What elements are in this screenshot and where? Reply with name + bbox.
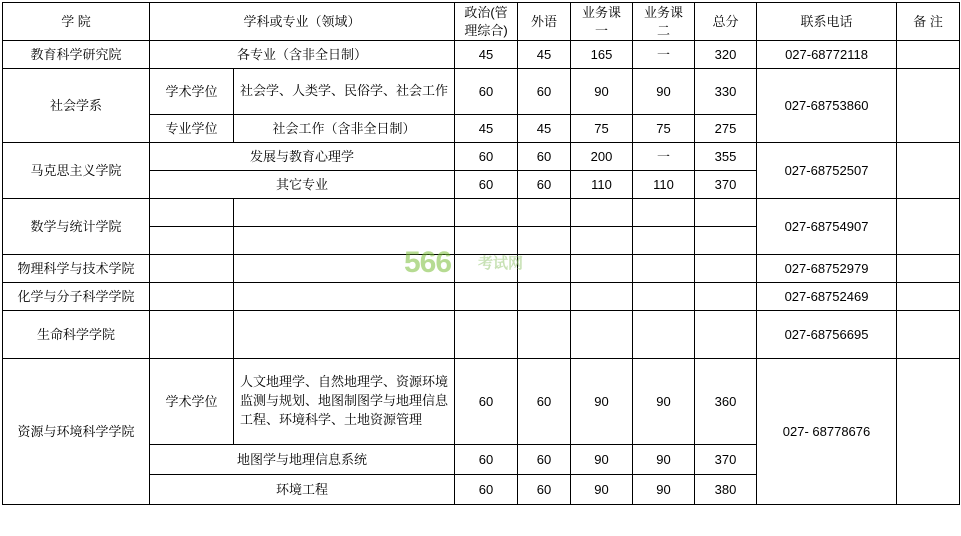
- cell-phone: 027-68752979: [757, 255, 897, 283]
- cell-total: 330: [695, 69, 757, 115]
- cell-major: 地图学与地理信息系统: [150, 445, 455, 475]
- cell-major: 社会工作（含非全日制）: [234, 115, 455, 143]
- cell-major: 发展与教育心理学: [150, 143, 455, 171]
- cell-foreign: 60: [518, 143, 571, 171]
- cell-biz1: 90: [571, 445, 633, 475]
- cell-total: [695, 283, 757, 311]
- cell-total: 370: [695, 445, 757, 475]
- cell-foreign: [518, 311, 571, 359]
- cell-remark: [897, 311, 960, 359]
- cell-total: [695, 255, 757, 283]
- cell-biz1: 90: [571, 359, 633, 445]
- cell-major: [234, 311, 455, 359]
- cell-biz1: [571, 283, 633, 311]
- cell-phone: 027- 68778676: [757, 359, 897, 505]
- cell-phone: 027-68752507: [757, 143, 897, 199]
- cell-major: [234, 283, 455, 311]
- header-biz1-line1: 业务课: [582, 5, 622, 20]
- cell-major: 社会学、人类学、民俗学、社会工作: [234, 69, 455, 115]
- cell-politics: [455, 199, 518, 227]
- table-row: [3, 359, 960, 445]
- watermark-subtext: 考试网: [478, 255, 524, 272]
- cell-college: 生命科学学院: [3, 311, 150, 359]
- cell-total: [695, 199, 757, 227]
- header-biz2-line1: 业务课: [644, 5, 684, 20]
- cell-phone: 027-68772118: [757, 41, 897, 69]
- cell-biz1: [571, 199, 633, 227]
- cell-foreign: [518, 199, 571, 227]
- cell-major: [234, 199, 455, 227]
- cell-total: [695, 227, 757, 255]
- watermark-text: 566: [404, 246, 452, 279]
- cell-major: 其它专业: [150, 171, 455, 199]
- cell-degree-type: [150, 283, 234, 311]
- cell-college: 数学与统计学院: [3, 199, 150, 255]
- cell-remark: [897, 359, 960, 505]
- cell-degree-type: 学术学位: [150, 359, 234, 445]
- cell-foreign: [518, 255, 571, 283]
- table-row: [3, 255, 960, 283]
- cell-biz2: 90: [633, 359, 695, 445]
- cell-biz2: [633, 199, 695, 227]
- cell-biz1: 90: [571, 69, 633, 115]
- cell-biz2: 90: [633, 445, 695, 475]
- cell-college: 化学与分子科学学院: [3, 283, 150, 311]
- header-politics: [455, 3, 518, 41]
- cell-biz2: 110: [633, 171, 695, 199]
- table-row: [3, 69, 960, 115]
- cell-remark: [897, 255, 960, 283]
- cell-biz1: 200: [571, 143, 633, 171]
- cell-major: 人文地理学、自然地理学、资源环境监测与规划、地图制图学与地理信息工程、环境科学、土地资源管理: [234, 359, 455, 445]
- cell-politics: 60: [455, 171, 518, 199]
- cell-politics: [455, 311, 518, 359]
- cell-total: 275: [695, 115, 757, 143]
- header-foreign-language: 外语: [518, 3, 571, 41]
- cell-degree-type: [150, 255, 234, 283]
- header-total-score: 总分: [695, 3, 757, 41]
- cell-foreign: 60: [518, 69, 571, 115]
- cell-politics: [455, 283, 518, 311]
- cell-foreign: 60: [518, 359, 571, 445]
- header-remark: 备 注: [897, 3, 960, 41]
- cell-college: 资源与环境科学学院: [3, 359, 150, 505]
- cell-politics: [455, 227, 518, 255]
- cell-major: 各专业（含非全日制）: [150, 41, 455, 69]
- cell-biz2: [633, 311, 695, 359]
- cell-total: [695, 311, 757, 359]
- cell-degree-type: [150, 199, 234, 227]
- cell-biz2: 90: [633, 475, 695, 505]
- cell-biz1: [571, 255, 633, 283]
- cell-total: 355: [695, 143, 757, 171]
- cell-politics: 60: [455, 359, 518, 445]
- cell-politics: 60: [455, 475, 518, 505]
- cell-biz2: 一: [633, 143, 695, 171]
- cell-foreign: 60: [518, 445, 571, 475]
- cell-phone: 027-68754907: [757, 199, 897, 255]
- cell-remark: [897, 69, 960, 143]
- cell-foreign: [518, 283, 571, 311]
- cell-biz2: [633, 283, 695, 311]
- cell-remark: [897, 199, 960, 255]
- cell-total: 320: [695, 41, 757, 69]
- cell-major: [234, 227, 455, 255]
- header-politics-line1: 政治(管: [464, 5, 508, 20]
- cell-foreign: 60: [518, 171, 571, 199]
- cell-politics: 45: [455, 41, 518, 69]
- cell-foreign: 45: [518, 41, 571, 69]
- cell-phone: 027-68753860: [757, 69, 897, 143]
- cell-biz1: [571, 311, 633, 359]
- cell-biz1: [571, 227, 633, 255]
- cell-politics: 60: [455, 69, 518, 115]
- header-biz2-line2: 二: [657, 22, 671, 38]
- cell-degree-type: 学术学位: [150, 69, 234, 115]
- cell-politics: [455, 255, 518, 283]
- table-row: [3, 283, 960, 311]
- cell-total: 360: [695, 359, 757, 445]
- table-row: [3, 41, 960, 69]
- cell-college: 物理科学与技术学院: [3, 255, 150, 283]
- table-row: [3, 143, 960, 171]
- cell-biz2: 90: [633, 69, 695, 115]
- cell-biz2: 一: [633, 41, 695, 69]
- cell-biz1: 75: [571, 115, 633, 143]
- cell-remark: [897, 143, 960, 199]
- cell-biz2: [633, 255, 695, 283]
- cell-phone: 027-68752469: [757, 283, 897, 311]
- cell-major: 环境工程: [150, 475, 455, 505]
- cell-foreign: 60: [518, 475, 571, 505]
- cell-college: 马克思主义学院: [3, 143, 150, 199]
- cell-total: 370: [695, 171, 757, 199]
- header-major: 学科或专业（领域）: [150, 3, 455, 41]
- cell-foreign: 45: [518, 115, 571, 143]
- cell-biz1: 110: [571, 171, 633, 199]
- header-politics-line2: 理综合): [464, 22, 508, 38]
- cell-degree-type: [150, 227, 234, 255]
- cell-college: 教育科学研究院: [3, 41, 150, 69]
- cell-foreign: [518, 227, 571, 255]
- cell-major: [234, 255, 455, 283]
- cell-biz1: 90: [571, 475, 633, 505]
- cell-biz2: 75: [633, 115, 695, 143]
- header-college: 学 院: [3, 3, 150, 41]
- header-biz1-line2: 一: [595, 22, 609, 38]
- admission-score-table: [2, 2, 960, 505]
- table-row: [3, 199, 960, 227]
- cell-college: 社会学系: [3, 69, 150, 143]
- table-header-row: [3, 3, 960, 41]
- cell-politics: 60: [455, 445, 518, 475]
- cell-biz1: 165: [571, 41, 633, 69]
- cell-politics: 45: [455, 115, 518, 143]
- cell-remark: [897, 41, 960, 69]
- cell-politics: 60: [455, 143, 518, 171]
- cell-remark: [897, 283, 960, 311]
- cell-biz2: [633, 227, 695, 255]
- table-row: [3, 311, 960, 359]
- header-business-course-2: [633, 3, 695, 41]
- cell-degree-type: [150, 311, 234, 359]
- cell-phone: 027-68756695: [757, 311, 897, 359]
- cell-degree-type: 专业学位: [150, 115, 234, 143]
- cell-total: 380: [695, 475, 757, 505]
- header-contact-phone: 联系电话: [757, 3, 897, 41]
- header-business-course-1: [571, 3, 633, 41]
